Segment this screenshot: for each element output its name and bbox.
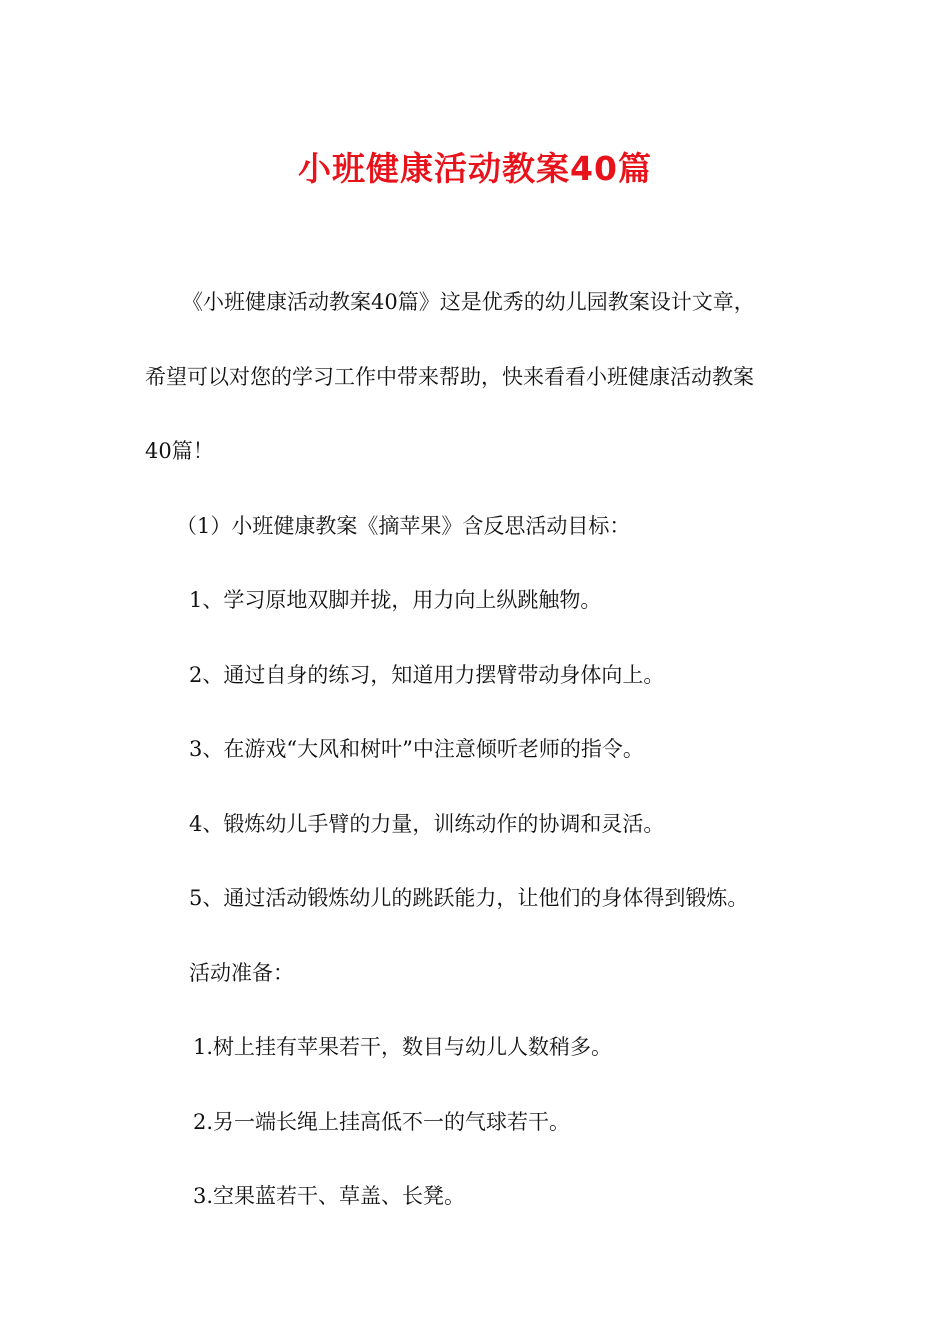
intro-line-3: 40篇！ [145, 439, 214, 463]
prep-item-1: 1.树上挂有苹果若干，数目与幼儿人数稍多。 [193, 1035, 613, 1059]
intro-line-1: 《小班健康活动教案40篇》这是优秀的幼儿园教案设计文章， [182, 290, 755, 314]
section-heading: （1）小班健康教案《摘苹果》含反思活动目标： [176, 514, 631, 538]
goal-item-5: 5、通过活动锻炼幼儿的跳跃能力，让他们的身体得到锻炼。 [189, 886, 749, 910]
goal-item-1: 1、学习原地双脚并拢，用力向上纵跳触物。 [189, 588, 602, 612]
goal-item-3: 3、在游戏“大风和树叶”中注意倾听老师的指令。 [189, 737, 644, 761]
goal-item-2: 2、通过自身的练习，知道用力摆臂带动身体向上。 [189, 663, 665, 687]
prep-heading: 活动准备： [189, 961, 294, 985]
prep-item-3: 3.空果蓝若干、草盖、长凳。 [193, 1184, 466, 1208]
prep-item-2: 2.另一端长绳上挂高低不一的气球若干。 [193, 1110, 571, 1134]
document-title: 小班健康活动教案40篇 [298, 149, 652, 188]
intro-line-2: 希望可以对您的学习工作中带来帮助，快来看看小班健康活动教案 [145, 365, 754, 389]
goal-item-4: 4、锻炼幼儿手臂的力量，训练动作的协调和灵活。 [189, 812, 665, 836]
